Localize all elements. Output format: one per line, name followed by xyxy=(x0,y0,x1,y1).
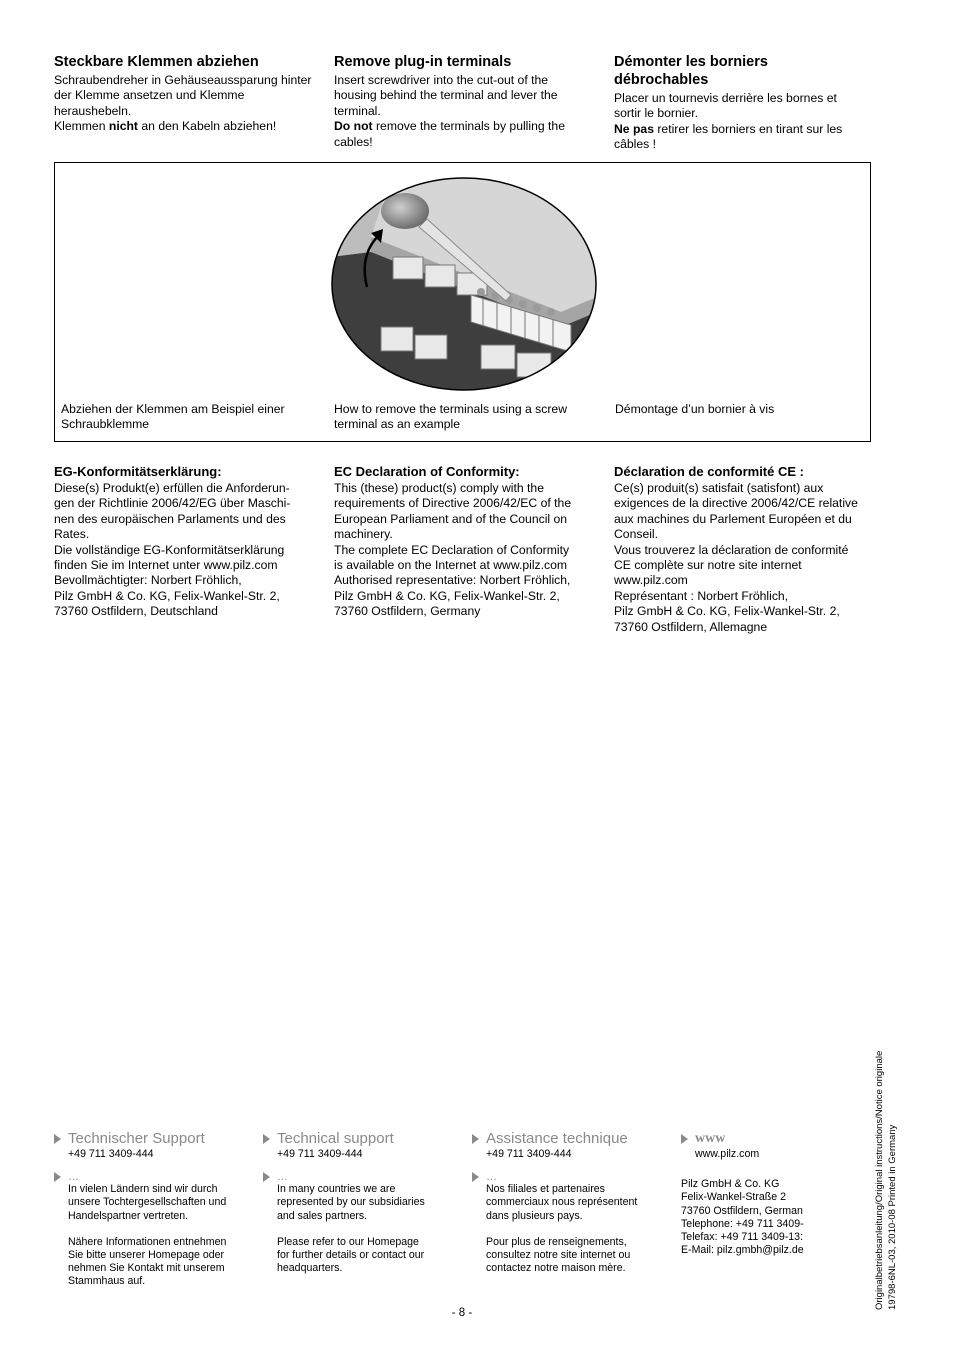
section-body xyxy=(614,91,864,153)
text-line: Pilz GmbH & Co. KG, Felix-Wankel-Str. 2, xyxy=(614,604,840,619)
document-reference xyxy=(873,1010,899,1310)
text-line: Conseil. xyxy=(614,527,659,542)
figure-caption-de: Abziehen der Klemmen am Beispiel einer Schraubklemme xyxy=(61,402,285,432)
text-line: is available on the Internet at www.pilz.com xyxy=(334,558,568,573)
figure-box xyxy=(54,162,871,442)
support-phone: +49 711 3409-444 xyxy=(486,1148,572,1160)
section-body xyxy=(54,73,314,135)
footer-more: … xyxy=(472,1171,662,1183)
page-number: - 8 - xyxy=(451,1307,473,1319)
footer-heading: www xyxy=(681,1130,816,1148)
triangle-right-icon xyxy=(54,1134,61,1144)
instruction-text: Insert screwdriver into the cut-out of the housing behind the terminal and lever the terminal. xyxy=(334,73,558,118)
warning-text: Klemmen nicht an den Kabeln abziehen! xyxy=(54,119,277,134)
triangle-right-icon xyxy=(681,1134,688,1144)
triangle-right-icon xyxy=(472,1134,479,1144)
text-line: Ce(s) produit(s) satisfait (satisfont) aux xyxy=(614,481,824,495)
text-line: This (these) product(s) comply with the xyxy=(334,481,544,495)
text-line: machinery. xyxy=(334,527,393,542)
footer-heading: Technischer Support xyxy=(54,1130,244,1148)
text-line: Bevollmächtigter: Norbert Fröhlich, xyxy=(54,573,242,588)
instruction-text: Placer un tournevis derrière les bornes et sortir le bornier. xyxy=(614,91,837,121)
conformity-de xyxy=(54,464,316,620)
figure-caption-fr: Démontage d’un bornier à vis xyxy=(615,402,775,416)
text-line: nen des europäischen Parlaments und des xyxy=(54,511,286,526)
section-title: Remove plug-in terminals xyxy=(334,54,512,70)
text-line: gen der Richtlinie 2006/42/EG über Maschi- xyxy=(54,496,291,511)
figure-caption-en: How to remove the terminals using a screw terminal as an example xyxy=(334,402,568,432)
support-phone: +49 711 3409-444 xyxy=(277,1148,363,1160)
conformity-body xyxy=(334,481,596,620)
conformity-en xyxy=(334,464,596,620)
conformity-title: Déclaration de conformité CE : xyxy=(614,464,804,479)
conformity-fr xyxy=(614,464,876,635)
footer-more: … xyxy=(54,1171,244,1183)
website-link[interactable]: www.pilz.com xyxy=(695,1148,760,1160)
conformity-body xyxy=(614,481,876,635)
warning-text: Do not remove the terminals by pulling the cables! xyxy=(334,119,565,149)
text-line: Rates. xyxy=(54,527,90,542)
triangle-right-icon xyxy=(263,1172,270,1182)
text-line: www.pilz.com xyxy=(614,573,688,588)
reference-line: 19798-6NL-03, 2010-08 Printed in Germany xyxy=(887,1124,898,1310)
text-line: Die vollständige EG-Konformitätserklärung xyxy=(54,542,285,557)
triangle-right-icon xyxy=(263,1134,270,1144)
triangle-right-icon xyxy=(472,1172,479,1182)
terminal-removal-illustration xyxy=(331,177,597,391)
text-line: requirements of Directive 2006/42/EC of the xyxy=(334,496,572,511)
text-line: Authorised representative: Norbert Fröhlich, xyxy=(334,573,571,588)
instruction-text: Schraubendreher in Gehäuseaussparung hinter der Klemme ansetzen und Klemme heraushebeln. xyxy=(54,73,312,118)
footer-more: … xyxy=(263,1171,453,1183)
conformity-title: EG-Konformitätserklärung: xyxy=(54,464,222,479)
warning-text: Ne pas retirer les borniers en tirant sur les câbles ! xyxy=(614,121,843,152)
conformity-title: EC Declaration of Conformity: xyxy=(334,464,520,479)
text-line: European Parliament and of the Council on xyxy=(334,511,568,526)
text-line: 73760 Ostfildern, Germany xyxy=(334,604,481,619)
text-line: Pilz GmbH & Co. KG, Felix-Wankel-Str. 2, xyxy=(334,588,560,603)
footer-support-fr xyxy=(472,1130,662,1275)
footer-text: In many countries we are represented by our subsidiaries and sales partners. Please refer to our Homepage for further details or contact our headquarters. xyxy=(277,1183,425,1275)
footer-heading: Technical support xyxy=(263,1130,453,1148)
conformity-body xyxy=(54,481,316,620)
reference-line: Originalbetriebsanleitung/Original instructions/Notice originale xyxy=(874,1050,885,1310)
footer-text: Nos filiales et partenaires commerciaux nous représentent dans plusieurs pays. Pour plus de renseignements, consultez notre site internet ou contactez notre maison mère. xyxy=(486,1183,638,1275)
footer-support-de xyxy=(54,1130,244,1289)
footer-heading: Assistance technique xyxy=(472,1130,662,1148)
section-body xyxy=(334,73,589,150)
text-line: CE complète sur notre site internet xyxy=(614,558,802,573)
section-title: Démonter les borniers débrochables xyxy=(614,54,768,88)
text-line: 73760 Ostfildern, Deutschland xyxy=(54,604,218,619)
footer-www xyxy=(681,1130,816,1257)
text-line: The complete EC Declaration of Conformity xyxy=(334,542,570,557)
section-en xyxy=(334,53,589,150)
footer-text: In vielen Ländern sind wir durch unsere Tochtergesellschaften und Handelspartner vertreten. Nähere Informationen entnehmen Sie bitte unserer Homepage oder nehmen Sie Kontakt mit unserem Stammhaus auf. xyxy=(68,1183,227,1288)
triangle-right-icon xyxy=(54,1172,61,1182)
text-line: Pilz GmbH & Co. KG, Felix-Wankel-Str. 2, xyxy=(54,588,280,603)
text-line: Diese(s) Produkt(e) erfüllen die Anforderun- xyxy=(54,481,290,495)
company-address: Pilz GmbH & Co. KG Felix-Wankel-Straße 2 73760 Ostfildern, German Telephone: +49 711 3409- Telefax: +49 711 3409-13: E-Mail: pilz.gmbh@pilz.de xyxy=(681,1178,816,1257)
section-de xyxy=(54,53,314,135)
email-link[interactable]: E-Mail: pilz.gmbh@pilz.de xyxy=(681,1244,804,1257)
text-line: finden Sie im Internet unter www.pilz.com xyxy=(54,558,278,573)
support-phone: +49 711 3409-444 xyxy=(68,1148,154,1160)
text-line: Représentant : Norbert Fröhlich, xyxy=(614,588,789,603)
text-line: 73760 Ostfildern, Allemagne xyxy=(614,619,768,634)
text-line: Vous trouverez la déclaration de conformité xyxy=(614,542,849,557)
text-line: exigences de la directive 2006/42/CE relative xyxy=(614,496,858,511)
footer-support-en xyxy=(263,1130,453,1275)
section-fr xyxy=(614,53,864,153)
text-line: aux machines du Parlement Européen et du xyxy=(614,511,852,526)
section-title: Steckbare Klemmen abziehen xyxy=(54,54,259,70)
